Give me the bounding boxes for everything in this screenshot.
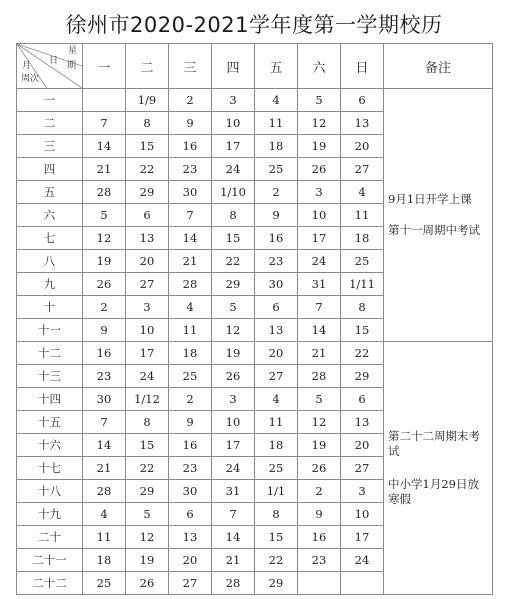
date-cell: 22 — [341, 342, 384, 365]
week-row — [17, 89, 493, 112]
date-cell: 10 — [212, 112, 255, 135]
week-number: 十八 — [17, 480, 83, 503]
date-cell: 20 — [126, 250, 169, 273]
week-number: 二 — [17, 112, 83, 135]
date-cell: 7 — [298, 296, 341, 319]
date-cell: 23 — [169, 158, 212, 181]
date-cell: 28 — [83, 181, 126, 204]
week-number: 十一 — [17, 319, 83, 342]
date-cell: 16 — [169, 434, 212, 457]
date-cell: 16 — [255, 227, 298, 250]
date-cell: 10 — [298, 204, 341, 227]
date-cell: 6 — [341, 89, 384, 112]
date-cell: 21 — [169, 250, 212, 273]
week-number: 十四 — [17, 388, 83, 411]
date-cell: 9 — [255, 204, 298, 227]
week-number: 三 — [17, 135, 83, 158]
date-cell: 21 — [83, 158, 126, 181]
date-cell: 3 — [126, 296, 169, 319]
date-cell: 21 — [298, 342, 341, 365]
date-cell: 13 — [126, 227, 169, 250]
corner-label-xing: 星 — [67, 46, 77, 56]
week-number: 八 — [17, 250, 83, 273]
school-calendar-table — [16, 43, 493, 595]
week-number: 九 — [17, 273, 83, 296]
date-cell: 3 — [341, 480, 384, 503]
date-cell: 1/10 — [212, 181, 255, 204]
date-cell: 5 — [212, 296, 255, 319]
corner-label-ri: 日 — [48, 56, 58, 66]
date-cell: 2 — [169, 89, 212, 112]
week-number: 五 — [17, 181, 83, 204]
date-cell: 19 — [212, 342, 255, 365]
date-cell: 26 — [212, 365, 255, 388]
day-header-wed: 三 — [169, 44, 212, 89]
date-cell: 26 — [126, 572, 169, 595]
date-cell: 31 — [298, 273, 341, 296]
date-cell: 29 — [341, 365, 384, 388]
date-cell: 14 — [212, 526, 255, 549]
week-row — [17, 342, 493, 365]
date-cell: 1/11 — [341, 273, 384, 296]
note-text: 第二十二周期末考试 — [388, 429, 480, 458]
date-cell: 25 — [169, 365, 212, 388]
date-cell: 5 — [298, 388, 341, 411]
date-cell: 19 — [83, 250, 126, 273]
date-cell: 25 — [255, 158, 298, 181]
date-cell: 12 — [298, 411, 341, 434]
date-cell: 12 — [298, 112, 341, 135]
day-header-tue: 二 — [126, 44, 169, 89]
date-cell: 10 — [341, 503, 384, 526]
date-cell: 30 — [169, 480, 212, 503]
date-cell: 4 — [341, 181, 384, 204]
date-cell: 10 — [212, 411, 255, 434]
date-cell: 21 — [212, 549, 255, 572]
date-cell: 15 — [212, 227, 255, 250]
date-cell: 25 — [83, 572, 126, 595]
date-cell: 16 — [169, 135, 212, 158]
date-cell: 2 — [255, 181, 298, 204]
date-cell: 10 — [126, 319, 169, 342]
date-cell: 24 — [126, 365, 169, 388]
date-cell: 20 — [255, 342, 298, 365]
date-cell: 6 — [255, 296, 298, 319]
note-text: 9月1日开学上课 — [388, 192, 472, 206]
date-cell: 7 — [83, 112, 126, 135]
date-cell: 16 — [83, 342, 126, 365]
date-cell: 8 — [212, 204, 255, 227]
date-cell: 22 — [126, 158, 169, 181]
date-cell: 14 — [83, 135, 126, 158]
week-number: 十六 — [17, 434, 83, 457]
day-header-fri: 五 — [255, 44, 298, 89]
date-cell: 29 — [212, 273, 255, 296]
date-cell: 30 — [255, 273, 298, 296]
date-cell: 7 — [83, 411, 126, 434]
date-cell: 3 — [212, 89, 255, 112]
date-cell: 23 — [169, 457, 212, 480]
date-cell: 12 — [212, 319, 255, 342]
week-number: 十五 — [17, 411, 83, 434]
week-number: 六 — [17, 204, 83, 227]
date-cell: 2 — [83, 296, 126, 319]
date-cell: 23 — [83, 365, 126, 388]
date-cell: 28 — [169, 273, 212, 296]
week-number: 四 — [17, 158, 83, 181]
date-cell: 21 — [83, 457, 126, 480]
date-cell: 20 — [341, 434, 384, 457]
date-cell: 28 — [83, 480, 126, 503]
date-cell: 11 — [341, 204, 384, 227]
date-cell: 6 — [169, 503, 212, 526]
date-cell: 9 — [83, 319, 126, 342]
date-cell: 19 — [126, 549, 169, 572]
week-number: 十三 — [17, 365, 83, 388]
corner-header — [17, 44, 83, 89]
day-header-sat: 六 — [298, 44, 341, 89]
date-cell: 5 — [298, 89, 341, 112]
date-cell: 1/12 — [126, 388, 169, 411]
corner-label-qi: 期 — [66, 61, 76, 71]
date-cell: 27 — [126, 273, 169, 296]
date-cell: 1/1 — [255, 480, 298, 503]
week-number: 一 — [17, 89, 83, 112]
date-cell: 5 — [83, 204, 126, 227]
date-cell: 4 — [255, 89, 298, 112]
date-cell: 17 — [212, 135, 255, 158]
date-cell: 5 — [126, 503, 169, 526]
date-cell: 15 — [126, 135, 169, 158]
date-cell: 1/9 — [126, 89, 169, 112]
date-cell: 12 — [83, 227, 126, 250]
date-cell: 2 — [169, 388, 212, 411]
date-cell: 11 — [83, 526, 126, 549]
date-cell: 17 — [126, 342, 169, 365]
date-cell: 26 — [298, 158, 341, 181]
header-row — [17, 44, 493, 89]
week-number: 十九 — [17, 503, 83, 526]
date-cell: 9 — [169, 112, 212, 135]
date-cell: 17 — [298, 227, 341, 250]
date-cell — [83, 89, 126, 112]
date-cell: 27 — [255, 365, 298, 388]
day-header-sun: 日 — [341, 44, 384, 89]
date-cell: 27 — [341, 457, 384, 480]
date-cell: 19 — [298, 434, 341, 457]
day-header-thu: 四 — [212, 44, 255, 89]
date-cell: 8 — [126, 411, 169, 434]
date-cell: 13 — [169, 526, 212, 549]
date-cell: 15 — [255, 526, 298, 549]
date-cell — [341, 572, 384, 595]
date-cell: 13 — [255, 319, 298, 342]
date-cell: 3 — [212, 388, 255, 411]
corner-label-yue: 月 — [22, 61, 32, 71]
note-text: 第十一周期中考试 — [388, 223, 480, 237]
date-cell: 24 — [212, 457, 255, 480]
date-cell: 17 — [341, 526, 384, 549]
date-cell: 19 — [298, 135, 341, 158]
calendar-body — [17, 89, 493, 595]
day-header-mon: 一 — [83, 44, 126, 89]
date-cell: 20 — [169, 549, 212, 572]
date-cell: 27 — [169, 572, 212, 595]
week-number: 二十二 — [17, 572, 83, 595]
corner-label-zhouci: 周次 — [21, 74, 40, 84]
week-number: 二十一 — [17, 549, 83, 572]
date-cell: 14 — [83, 434, 126, 457]
date-cell: 25 — [255, 457, 298, 480]
date-cell: 14 — [298, 319, 341, 342]
date-cell: 14 — [169, 227, 212, 250]
date-cell — [298, 572, 341, 595]
date-cell: 25 — [341, 250, 384, 273]
date-cell: 24 — [298, 250, 341, 273]
date-cell: 18 — [255, 434, 298, 457]
date-cell: 15 — [126, 434, 169, 457]
notes-cell-second-half — [384, 342, 493, 595]
date-cell: 31 — [212, 480, 255, 503]
date-cell: 11 — [255, 112, 298, 135]
date-cell: 11 — [255, 411, 298, 434]
date-cell: 4 — [83, 503, 126, 526]
date-cell: 15 — [341, 319, 384, 342]
date-cell: 9 — [169, 411, 212, 434]
date-cell: 7 — [169, 204, 212, 227]
date-cell: 27 — [341, 158, 384, 181]
date-cell: 23 — [255, 250, 298, 273]
week-number: 十 — [17, 296, 83, 319]
date-cell: 6 — [341, 388, 384, 411]
date-cell: 2 — [298, 480, 341, 503]
date-cell: 4 — [169, 296, 212, 319]
date-cell: 11 — [169, 319, 212, 342]
date-cell: 8 — [126, 112, 169, 135]
date-cell: 29 — [126, 480, 169, 503]
date-cell: 6 — [126, 204, 169, 227]
date-cell: 18 — [83, 549, 126, 572]
date-cell: 30 — [169, 181, 212, 204]
week-number: 十二 — [17, 342, 83, 365]
date-cell: 7 — [212, 503, 255, 526]
date-cell: 18 — [341, 227, 384, 250]
date-cell: 13 — [341, 112, 384, 135]
date-cell: 3 — [298, 181, 341, 204]
date-cell: 13 — [341, 411, 384, 434]
date-cell: 28 — [298, 365, 341, 388]
date-cell: 29 — [126, 181, 169, 204]
date-cell: 24 — [341, 549, 384, 572]
date-cell: 26 — [83, 273, 126, 296]
date-cell: 30 — [83, 388, 126, 411]
week-number: 二十 — [17, 526, 83, 549]
note-text: 中小学1月29日放寒假 — [388, 477, 479, 506]
date-cell: 12 — [126, 526, 169, 549]
date-cell: 18 — [255, 135, 298, 158]
date-cell: 29 — [255, 572, 298, 595]
date-cell: 17 — [212, 434, 255, 457]
date-cell: 16 — [298, 526, 341, 549]
date-cell: 22 — [255, 549, 298, 572]
date-cell: 9 — [298, 503, 341, 526]
notes-cell-first-half — [384, 89, 493, 342]
date-cell: 28 — [212, 572, 255, 595]
week-number: 十七 — [17, 457, 83, 480]
date-cell: 20 — [341, 135, 384, 158]
date-cell: 8 — [255, 503, 298, 526]
date-cell: 26 — [298, 457, 341, 480]
date-cell: 8 — [341, 296, 384, 319]
page-title: 徐州市2020-2021学年度第一学期校历 — [65, 13, 443, 37]
date-cell: 23 — [298, 549, 341, 572]
date-cell: 22 — [212, 250, 255, 273]
date-cell: 24 — [212, 158, 255, 181]
week-number: 七 — [17, 227, 83, 250]
notes-header: 备注 — [384, 44, 493, 89]
date-cell: 18 — [169, 342, 212, 365]
date-cell: 22 — [126, 457, 169, 480]
date-cell: 4 — [255, 388, 298, 411]
